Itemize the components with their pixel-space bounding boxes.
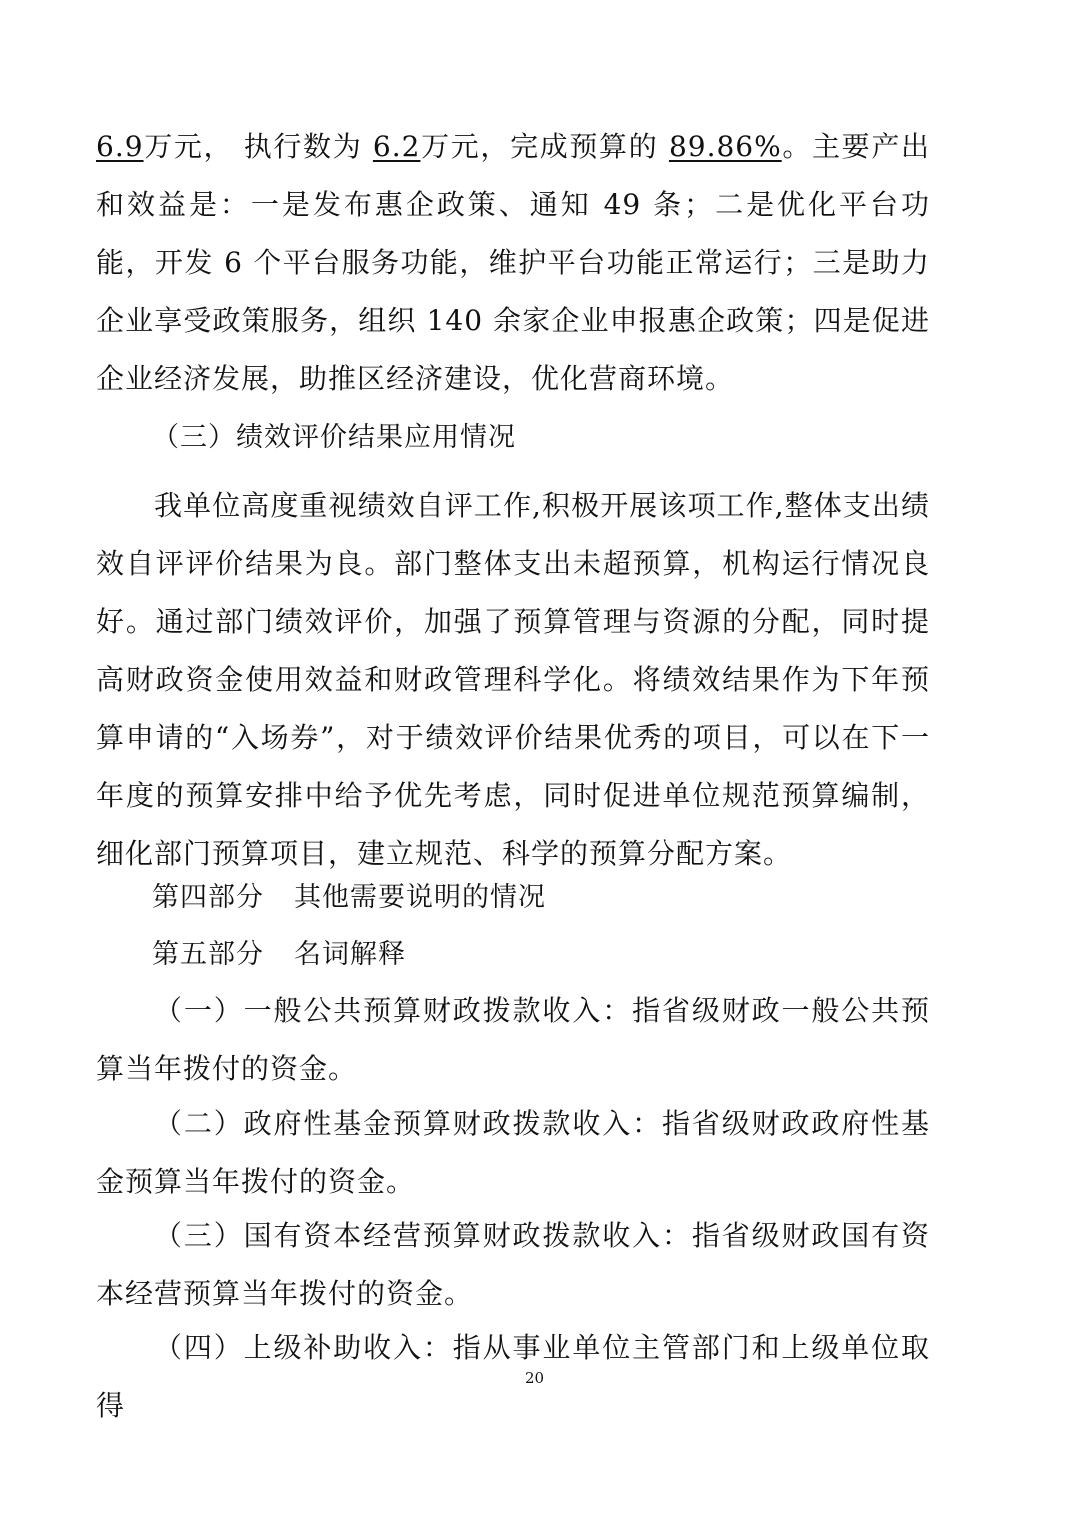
paragraph-project-output — [96, 118, 930, 408]
completion-rate: 89.86% — [668, 130, 782, 163]
paragraph-text: 万元， 执行数为 — [143, 130, 373, 163]
execution-value: 6.2 — [372, 130, 421, 163]
budget-value: 6.9 — [96, 130, 144, 163]
paragraph-text: 。主要产出和效益是：一是发布惠企政策、通知 49 条；二是优化平台功能，开发 6 个平台服务功能，维护平台功能正常运行；三是助力企业享受政策服务，组织 140 余家企业申报惠企政策；四是促进企业经济发展，助推区经济建设，优化营商环境。 — [96, 130, 930, 395]
page-number: 20 — [524, 1369, 545, 1387]
definition-item: （三）国有资本经营预算财政拨款收入：指省级财政国有资本经营预算当年拨付的资金。 — [96, 1219, 930, 1310]
part-four-heading — [152, 878, 546, 918]
part-title: 其他需要说明的情况 — [294, 882, 546, 913]
part-five-heading — [152, 935, 406, 975]
definition-item: （四）上级补助收入：指从事业单位主管部门和上级单位取得 — [96, 1331, 930, 1422]
part-title: 名词解释 — [294, 939, 406, 970]
paragraph-text: 万元，完成预算的 — [420, 130, 669, 163]
part-label: 第五部分 — [152, 939, 264, 970]
part-label: 第四部分 — [152, 882, 264, 913]
paragraph-performance-application: 我单位高度重视绩效自评工作,积极开展该项工作,整体支出绩效自评评价结果为良。部门整体支出未超预算，机构运行情况良好。通过部门绩效评价，加强了预算管理与资源的分配，同时提高财政资金使用效益和财政管理科学化。将绩效结果作为下年预算申请的“入场券”，对于绩效评价结果优秀的项目，可以在下一年度的预算安排中给予优先考虑，同时促进单位规范预算编制，细化部门预算项目，建立规范、科学的预算分配方案。 — [96, 489, 930, 870]
definition-item: （一）一般公共预算财政拨款收入：指省级财政一般公共预算当年拨付的资金。 — [96, 994, 930, 1085]
section-heading-performance-results: （三）绩效评价结果应用情况 — [152, 422, 516, 453]
definition-item: （二）政府性基金预算财政拨款收入：指省级财政政府性基金预算当年拨付的资金。 — [96, 1107, 930, 1198]
